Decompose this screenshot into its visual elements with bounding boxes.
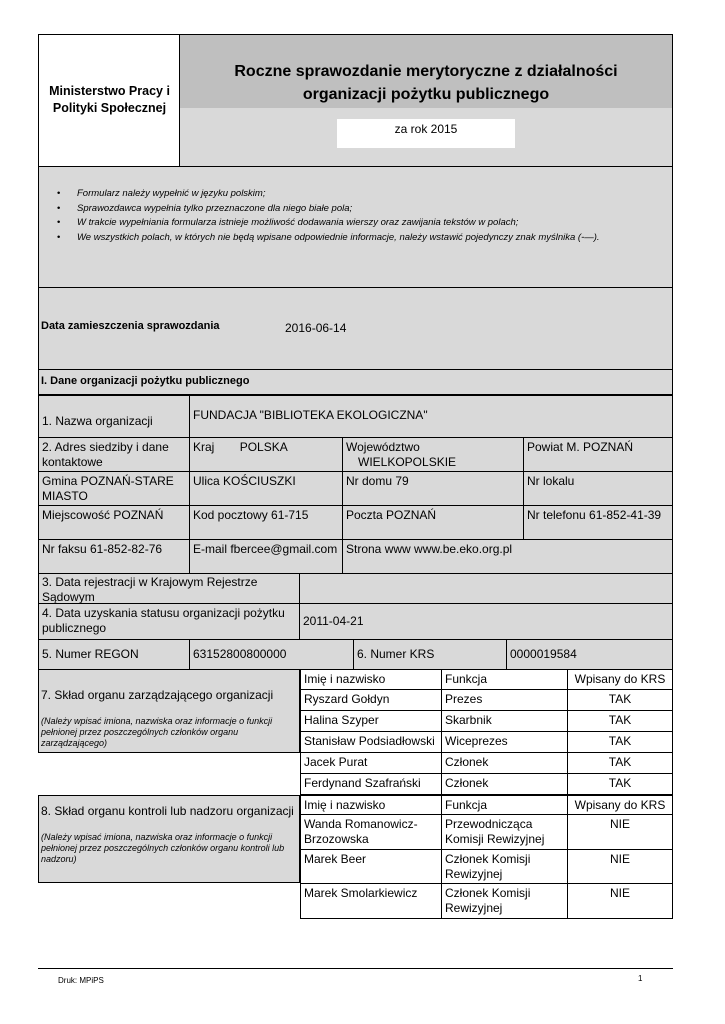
voivodeship-value: WIELKOPOLSKIE: [358, 455, 457, 469]
board-row-krs[interactable]: TAK: [568, 690, 673, 711]
control-row-function[interactable]: Członek Komisji Rewizyjnej: [442, 850, 568, 884]
city-cell[interactable]: Miejscowość POZNAŃ: [38, 506, 190, 540]
year-band: [180, 108, 672, 166]
commune-cell[interactable]: Gmina POZNAŃ-STARE MIASTO: [38, 472, 190, 506]
country-label: Kraj: [193, 440, 215, 454]
instruction-item: • We wszystkich polach, w których nie będą wpisane odpowiednie informacje, należy wstawić pojedynczy znak myślnika (-—).: [77, 231, 672, 246]
control-note: (Należy wpisać imiona, nazwiska oraz informacje o funkcji pełnionej przez poszczególnych członków organu kontroli lub nadzoru): [41, 832, 285, 864]
instruction-item: • W trakcie wypełniania formularza istnieje możliwość dodawania wierszy oraz zawijania tekstów w polach;: [77, 216, 672, 231]
title-band: [180, 35, 672, 108]
house-number-cell[interactable]: Nr domu 79: [343, 472, 524, 506]
board-header-krs: Wpisany do KRS: [568, 670, 673, 690]
control-header-krs: Wpisany do KRS: [568, 795, 673, 815]
board-header-name: Imię i nazwisko: [300, 670, 442, 690]
board-note: (Należy wpisać imiona, nazwiska oraz informacje o funkcji pełnionej przez poszczególnych członków organu zarządzającego): [41, 716, 273, 748]
postal-code-cell[interactable]: Kod pocztowy 61-715: [190, 506, 343, 540]
control-header-name: Imię i nazwisko: [300, 795, 442, 815]
website-cell[interactable]: Strona www www.be.eko.org.pl: [343, 540, 673, 574]
ministry-cell: [39, 35, 180, 166]
board-row-krs[interactable]: TAK: [568, 732, 673, 753]
address-label: 2. Adres siedziby i dane kontaktowe: [38, 438, 190, 472]
form-title-line2: organizacji pożytku publicznego: [302, 86, 550, 103]
year-field[interactable]: za rok 2015: [337, 119, 515, 148]
email-cell[interactable]: E-mail fbercee@gmail.com: [190, 540, 343, 574]
board-row-function[interactable]: Skarbnik: [442, 711, 568, 732]
footer-rule: [38, 968, 673, 969]
header-box: [38, 34, 673, 167]
control-table: [300, 795, 673, 919]
control-row-function[interactable]: Przewodnicząca Komisji Rewizyjnej: [442, 815, 568, 850]
org-name-label: 1. Nazwa organizacji: [38, 396, 190, 438]
board-row-krs[interactable]: TAK: [568, 711, 673, 732]
board-row-function[interactable]: Prezes: [442, 690, 568, 711]
instruction-item: • Formularz należy wypełnić w języku polskim;: [77, 187, 672, 202]
instructions-box: [38, 167, 673, 288]
board-header-function: Funkcja: [442, 670, 568, 690]
footer-print-label: Druk: MPiPS: [58, 976, 104, 985]
county-cell[interactable]: Powiat M. POZNAŃ: [524, 438, 673, 472]
control-row-krs[interactable]: NIE: [568, 815, 673, 850]
phone-cell[interactable]: Nr telefonu 61-852-41-39: [524, 506, 673, 540]
board-row-name[interactable]: Ryszard Gołdyn: [300, 690, 442, 711]
voivodeship-cell[interactable]: [343, 438, 524, 472]
control-row-name[interactable]: Marek Beer: [300, 850, 442, 884]
krs-number-label: 6. Numer KRS: [354, 640, 507, 670]
country-cell[interactable]: [190, 438, 343, 472]
date-label: Data zamieszczenia sprawozdania: [41, 320, 220, 332]
board-row-function[interactable]: Wiceprezes: [442, 732, 568, 753]
country-value: POLSKA: [239, 440, 288, 454]
board-row-krs[interactable]: TAK: [568, 753, 673, 774]
board-label: 7. Skład organu zarządzającego organizacji: [41, 688, 274, 702]
control-row-function[interactable]: Członek Komisji Rewizyjnej: [442, 884, 568, 919]
krs-number-value[interactable]: 0000019584: [507, 640, 673, 670]
regon-label: 5. Numer REGON: [38, 640, 190, 670]
fax-cell[interactable]: Nr faksu 61-852-82-76: [38, 540, 190, 574]
board-row-name[interactable]: Jacek Purat: [300, 753, 442, 774]
post-office-cell[interactable]: Poczta POZNAŃ: [343, 506, 524, 540]
apartment-number-cell[interactable]: Nr lokalu: [524, 472, 673, 506]
page-number: 1: [638, 974, 643, 983]
date-box: [38, 288, 673, 370]
section1-header: [38, 369, 673, 396]
ministry-name: Ministerstwo Pracy i Polityki Społecznej: [49, 84, 170, 115]
regon-value[interactable]: 63152800800000: [190, 640, 354, 670]
control-row-krs[interactable]: NIE: [568, 850, 673, 884]
board-row-name[interactable]: Halina Szyper: [300, 711, 442, 732]
control-row-krs[interactable]: NIE: [568, 884, 673, 919]
form-title-line1: Roczne sprawozdanie merytoryczne z działalności: [234, 63, 618, 80]
board-label-cell: [38, 670, 300, 753]
instruction-item: • Sprawozdawca wypełnia tylko przeznaczone dla niego białe pola;: [77, 202, 672, 217]
board-table: [300, 670, 673, 795]
control-row-name[interactable]: Marek Smolarkiewicz: [300, 884, 442, 919]
date-value[interactable]: 2016-06-14: [285, 321, 347, 335]
voivodeship-label: Województwo: [346, 440, 420, 454]
instructions-list: [39, 187, 672, 245]
public-benefit-status-value[interactable]: 2011-04-21: [300, 604, 673, 640]
section1-title: I. Dane organizacji pożytku publicznego: [41, 375, 250, 387]
board-row-function[interactable]: Członek: [442, 753, 568, 774]
control-label-cell: [38, 795, 300, 883]
board-row-function[interactable]: Członek: [442, 774, 568, 795]
krs-registration-value[interactable]: [300, 574, 673, 604]
krs-registration-label: 3. Data rejestracji w Krajowym Rejestrze Sądowym: [38, 574, 300, 604]
org-data-table: [38, 396, 673, 670]
board-row-name[interactable]: Stanisław Podsiadłowski: [300, 732, 442, 753]
board-row-krs[interactable]: TAK: [568, 774, 673, 795]
control-row-name[interactable]: Wanda Romanowicz-Brzozowska: [300, 815, 442, 850]
street-cell[interactable]: Ulica KOŚCIUSZKI: [190, 472, 343, 506]
org-name-value[interactable]: FUNDACJA "BIBLIOTEKA EKOLOGICZNA": [190, 396, 673, 438]
board-row-name[interactable]: Ferdynand Szafrański: [300, 774, 442, 795]
public-benefit-status-label: 4. Data uzyskania statusu organizacji pożytku publicznego: [38, 604, 300, 640]
control-header-function: Funkcja: [442, 795, 568, 815]
control-label: 8. Skład organu kontroli lub nadzoru organizacji: [41, 804, 294, 818]
